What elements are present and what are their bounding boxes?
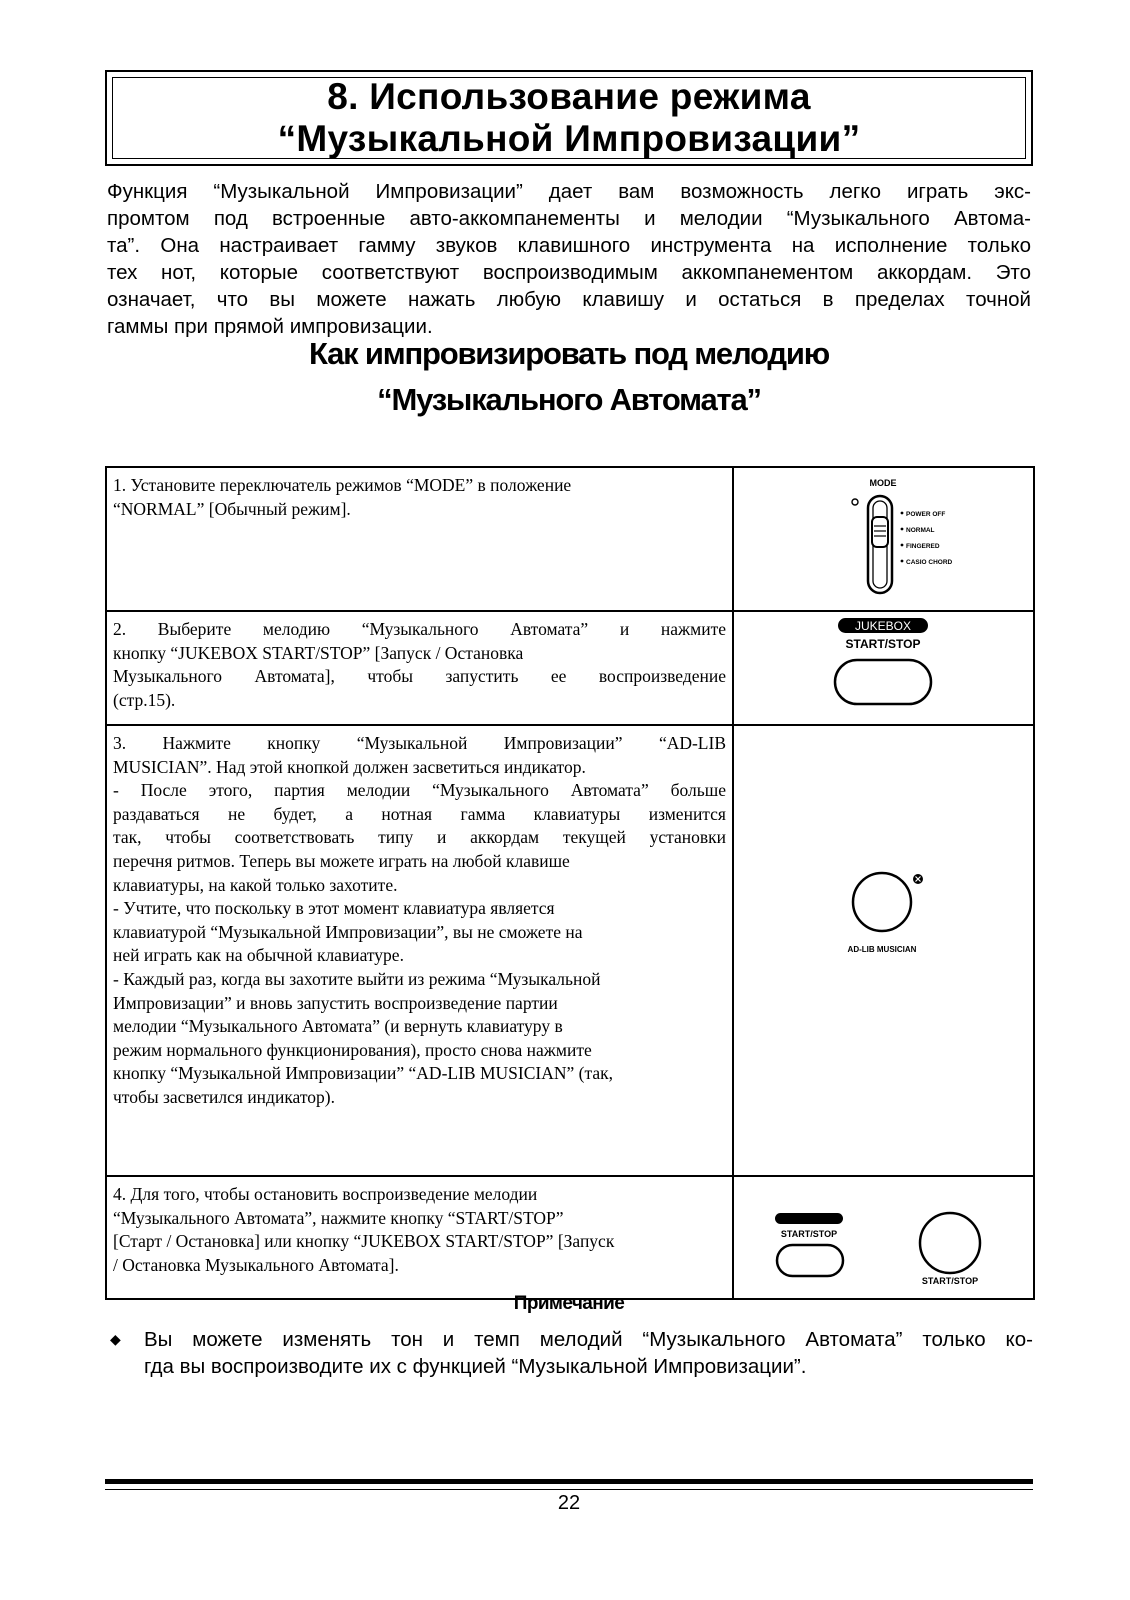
step-line: - Каждый раз, когда вы захотите выйти из режима “Музыкальной xyxy=(113,968,601,989)
step-4-illustration xyxy=(733,1176,1034,1299)
step-line: “Музыкального Автомата”, нажмите кнопку “START/STOP” xyxy=(113,1207,564,1228)
stop-buttons-illustration xyxy=(734,1177,1033,1293)
step-line: кнопку “Музыкальной Импровизации” “AD-LIB MUSICIAN” (так, xyxy=(113,1063,613,1084)
chapter-title-line-2: “Музыкальной Импровизации” xyxy=(277,118,861,159)
mode-switch-illustration xyxy=(734,468,1033,605)
step-line: Музыкального Автомата], чтобы запустить ее воспроизведение xyxy=(113,666,726,687)
step-line: [Старт / Остановка] или кнопку “JUKEBOX START/STOP” [Запуск xyxy=(113,1231,615,1252)
step-line: ней играть как на обычной клавиатуре. xyxy=(113,945,404,966)
step-line: 4. Для того, чтобы остановить воспроизведение мелодии xyxy=(113,1184,538,1204)
adlib-button-illustration xyxy=(734,726,1033,1170)
chapter-title-box xyxy=(105,70,1033,166)
intro-line: промтом под встроенные авто-аккомпанементы и мелодии “Музыкального Автома- xyxy=(107,207,1031,230)
step-line: - Учтите, что поскольку в этот момент клавиатура является xyxy=(113,898,555,919)
chapter-title-inner-frame xyxy=(112,77,1026,159)
intro-line: тех нот, которые соответствуют воспроизводимым аккомпанементом аккордам. Это xyxy=(107,261,1031,284)
jukebox-badge-label: JUKEBOX xyxy=(854,619,912,633)
step-line: MUSICIAN”. Над этой кнопкой должен засветиться индикатор. xyxy=(113,756,586,777)
section-heading-line-1: Как импровизировать под мелодию xyxy=(309,336,829,371)
mode-position-label: NORMAL xyxy=(906,527,935,534)
step-line: клавиатуры, на какой только захотите. xyxy=(113,874,398,895)
step-line: “NORMAL” [Обычный режим]. xyxy=(113,498,351,519)
note-line: гда вы воспроизводите их с функцией “Музыкальной Импровизации”. xyxy=(144,1355,807,1378)
chapter-title-line-1: 8. Использование режима xyxy=(327,76,811,117)
step-line: режим нормального функционирования), просто снова нажмите xyxy=(113,1039,592,1060)
jukebox-badge xyxy=(775,1213,843,1224)
step-line: / Остановка Музыкального Автомата]. xyxy=(113,1254,399,1275)
power-indicator-icon xyxy=(852,499,858,505)
adlib-musician-button xyxy=(853,873,911,931)
step-line: чтобы засветился индикатор). xyxy=(113,1086,335,1107)
intro-line: та”. Она настраивает гамму звуков клавишного инструмента на исполнение только xyxy=(107,234,1031,257)
note-title: Примечание xyxy=(513,1293,625,1314)
step-row-3 xyxy=(106,725,1034,1176)
step-3-illustration xyxy=(733,725,1034,1176)
step-line: так, чтобы соответствовать типу и аккордам текущей установки xyxy=(113,827,726,848)
jukebox-button-caption: START/STOP xyxy=(845,637,921,651)
note-line: Вы можете изменять тон и темп мелодий “Музыкального Автомата” только ко- xyxy=(144,1328,1033,1351)
step-line: (стр.15). xyxy=(113,689,176,710)
jukebox-start-stop-button xyxy=(777,1245,843,1276)
intro-paragraph xyxy=(107,178,1031,340)
step-line: клавиатурой “Музыкальной Импровизации”, вы не сможете на xyxy=(113,921,583,942)
start-stop-caption: START/STOP xyxy=(921,1276,979,1286)
step-1-illustration xyxy=(733,467,1034,611)
note-text xyxy=(144,1326,1033,1380)
jukebox-start-stop-button xyxy=(835,660,931,704)
mode-position-label: POWER OFF xyxy=(906,511,946,518)
step-3-text xyxy=(106,725,733,1176)
mode-position-label: CASIO CHORD xyxy=(906,559,953,566)
mode-slider-knob xyxy=(872,517,888,547)
step-2-text xyxy=(106,611,733,725)
step-line: 2. Выберите мелодию “Музыкального Автомата” и нажмите xyxy=(113,619,726,639)
page-number: 22 xyxy=(557,1492,581,1514)
step-line: раздаваться не будет, а нотная гамма клавиатуры изменится xyxy=(113,803,726,824)
steps-table xyxy=(105,466,1035,1300)
step-line: перечня ритмов. Теперь вы можете играть на любой клавише xyxy=(113,850,570,871)
step-line: 3. Нажмите кнопку “Музыкальной Импровизации” “AD-LIB xyxy=(113,733,726,753)
step-line: мелодии “Музыкального Автомата” (и вернуть клавиатуру в xyxy=(113,1016,563,1037)
step-2-illustration xyxy=(733,611,1034,725)
step-line: Импровизации” и вновь запустить воспроизведение партии xyxy=(113,992,558,1013)
step-line: кнопку “JUKEBOX START/STOP” [Запуск / Остановка xyxy=(113,642,524,663)
section-heading-line-2: “Музыкального Автомата” xyxy=(377,382,761,417)
jukebox-button-illustration xyxy=(734,612,1033,719)
jukebox-stop-caption: START/STOP xyxy=(780,1229,838,1239)
start-stop-button xyxy=(920,1213,980,1273)
step-line: - После этого, партия мелодии “Музыкального Автомата” больше xyxy=(113,780,726,801)
footer-rule-thin xyxy=(105,1489,1033,1490)
footer-rule-thick xyxy=(105,1479,1033,1484)
step-row-1 xyxy=(106,467,1034,611)
step-4-text xyxy=(106,1176,733,1299)
step-row-2 xyxy=(106,611,1034,725)
intro-line: Функция “Музыкальной Импровизации” дает вам возможность легко играть экс- xyxy=(107,180,1031,203)
mode-position-label: FINGERED xyxy=(906,543,940,550)
bullet-diamond-icon: ◆ xyxy=(110,1331,121,1347)
step-row-4 xyxy=(106,1176,1034,1299)
intro-line: означает, что вы можете нажать любую клавишу и остаться в пределах точной xyxy=(107,288,1031,311)
step-1-text xyxy=(106,467,733,611)
intro-line: гаммы при прямой импровизации. xyxy=(107,315,433,338)
step-line: 1. Установите переключатель режимов “MODE” в положение xyxy=(113,475,572,495)
adlib-button-caption: AD-LIB MUSICIAN xyxy=(847,945,917,954)
mode-switch-heading: MODE xyxy=(869,478,897,488)
